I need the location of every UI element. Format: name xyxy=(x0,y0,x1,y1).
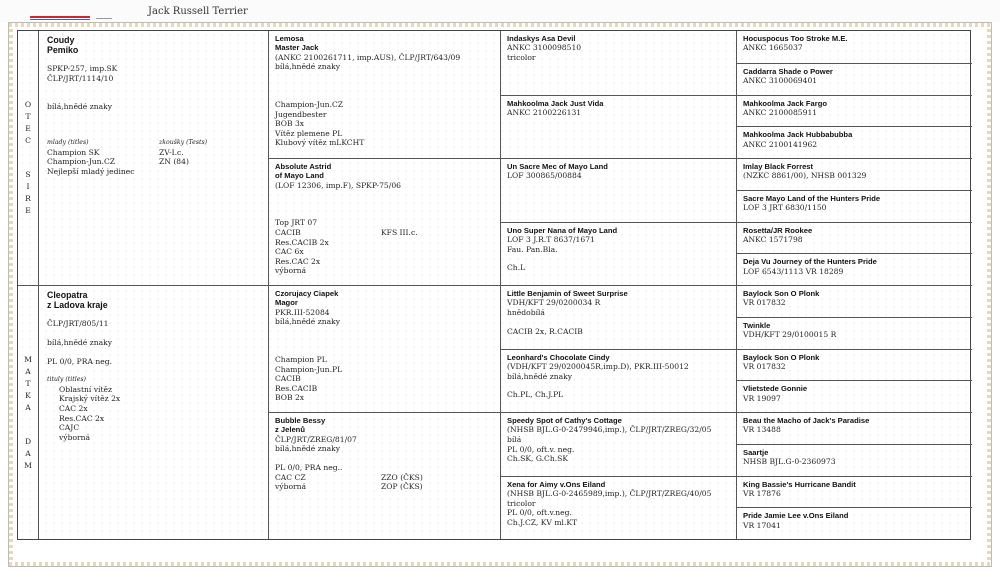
dog-reg: ANKC 3100098510 xyxy=(507,43,582,53)
dog-reg: LOF 6543/1113 VR 18289 xyxy=(743,266,844,276)
dog-reg: VDH/KFT 29/0100015 R xyxy=(743,330,837,340)
title-line: Res.CACIB 2x xyxy=(275,237,329,247)
sire-color: bílá,hnědé znaky xyxy=(47,101,113,111)
test-text: KFS III.c. xyxy=(381,228,418,237)
title-line: Res.CAC 2x xyxy=(59,413,105,423)
dog-info: Ch.PL, Ch.J.PL xyxy=(507,390,564,400)
gen4-cell xyxy=(736,253,972,285)
breed-header: Jack Russell Terrier xyxy=(148,6,248,17)
dog-color: bílá,hnědé znaky xyxy=(275,317,341,327)
dog-info: Ch.SK, G.Ch.SK xyxy=(507,454,569,464)
sire-kennel: Pemiko xyxy=(47,45,79,56)
dog-info: tricolor xyxy=(507,498,536,508)
dam-sire-cell xyxy=(268,285,500,412)
sire-name: Coudy xyxy=(47,35,75,45)
dog-name: z Jelenů xyxy=(275,425,305,435)
title-line: BOB 2x xyxy=(275,393,305,403)
dog-name: King Bassie's Hurricane Bandit xyxy=(743,479,856,489)
dog-name: Xena for Aimy v.Ons Eiland xyxy=(507,479,606,489)
dog-reg: ANKC 1665037 xyxy=(743,43,803,53)
dam-health: PL 0/0, PRA neg. xyxy=(47,356,112,366)
gen4-cell xyxy=(736,285,972,317)
dog-reg: ČLP/JRT/ZREG/81/07 xyxy=(275,434,357,444)
dog-color: bílá,hnědé znaky xyxy=(275,444,341,454)
side-letter: R xyxy=(25,194,31,203)
title-line: CAC 6x xyxy=(275,247,304,257)
gen4-cell xyxy=(736,444,972,476)
title-line: výborná xyxy=(275,266,307,276)
gen3-cell xyxy=(500,95,736,159)
dog-reg: VR 17876 xyxy=(743,488,781,498)
dam-name: Cleopatra xyxy=(47,290,88,300)
dog-reg: PKR.III-52084 xyxy=(275,307,330,317)
dog-name: Master Jack xyxy=(275,43,319,53)
title-line xyxy=(275,473,496,483)
sire-reg: SPKP-257, imp.SK xyxy=(47,64,118,74)
dam-side-label xyxy=(18,285,38,539)
dog-reg: (ANKC 2100261711, imp.AUS), ČLP/JRT/643/09 xyxy=(275,52,461,62)
title-line: Res.CAC 2x xyxy=(275,256,321,266)
dog-reg: ANKC 2100226131 xyxy=(507,107,582,117)
title-line: Champion SK xyxy=(47,147,100,157)
blue-line-decoration xyxy=(30,19,90,20)
dog-name: Hocuspocus Too Stroke M.E. xyxy=(743,34,848,43)
title-line: Oblastní vítěz xyxy=(59,384,112,394)
pedigree-table xyxy=(17,30,971,540)
title-line xyxy=(275,482,496,492)
dog-reg: VDH/KFT 29/0200034 R xyxy=(507,298,601,308)
dog-info: Fau. Pan.Bla. xyxy=(507,244,558,254)
title-line: CAJC xyxy=(59,423,80,433)
side-letter: I xyxy=(26,182,30,191)
dog-reg: (VDH/KFT 29/0200045R,imp.D), PKR.III-50012 xyxy=(507,361,689,371)
gen4-cell xyxy=(736,63,972,95)
dog-reg: (NZKC 8861/00), NHSB 001329 xyxy=(743,171,867,181)
side-letter: S xyxy=(25,170,31,179)
gen3-cell xyxy=(500,158,736,222)
dog-reg: ANKC 2100141962 xyxy=(743,139,818,149)
test-text: ZZO (ČKS) xyxy=(381,472,423,482)
sire-reg2: ČLP/JRT/1114/10 xyxy=(47,74,114,83)
gen3-cell xyxy=(500,222,736,286)
gen3-cell xyxy=(500,412,736,476)
dam-kennel: z Ladova kraje xyxy=(47,300,108,311)
side-letter: K xyxy=(25,390,31,400)
dog-reg: LOF 3 JRT 6830/1150 xyxy=(743,203,827,213)
dog-name: Saartje xyxy=(743,447,769,457)
dog-name: Mahkoolma Jack Fargo xyxy=(743,98,827,108)
dog-info: Ch.L xyxy=(507,263,526,273)
dog-reg: NHSB BJL.G-0-2360973 xyxy=(743,457,836,467)
title-text: CACIB xyxy=(275,228,301,237)
title-line xyxy=(275,228,496,238)
dog-name: Baylock Son O Plonk xyxy=(743,289,820,298)
title-line: Res.CACIB xyxy=(275,383,318,393)
side-letter: A xyxy=(25,402,31,412)
side-letter: M xyxy=(24,460,32,470)
title-line: Jugendbester xyxy=(275,109,327,119)
dog-name: Un Sacre Mec of Mayo Land xyxy=(507,162,608,171)
dog-name: Speedy Spot of Cathy's Cottage xyxy=(507,416,622,425)
title-line: Krajský vítěz 2x xyxy=(59,394,121,404)
dog-name: Rosetta/JR Rookee xyxy=(743,225,813,235)
gen3-cell xyxy=(500,476,736,540)
gen3-cell xyxy=(500,31,736,95)
dog-name: Mahkoolma Jack Hubbabubba xyxy=(743,130,853,140)
top-strip xyxy=(0,0,1000,22)
dog-name: Twinkle xyxy=(743,320,771,330)
dog-reg: LOF 3 J.R.T 8637/1671 xyxy=(507,234,595,244)
title-line: BOB 3x xyxy=(275,119,305,129)
dog-name: Indaskys Asa Devil xyxy=(507,34,576,43)
tests-header: zkoušky (Tests) xyxy=(159,139,208,147)
dog-reg: VR 19097 xyxy=(743,393,781,403)
sire-sire-cell xyxy=(268,31,500,158)
title-line: Champion-Jun.CZ xyxy=(47,157,116,167)
gen4-cell xyxy=(736,31,972,63)
dog-name: Deja Vu Journey of the Hunters Pride xyxy=(743,257,877,267)
sire-side-label xyxy=(18,31,38,285)
test-line: ZN (84) xyxy=(159,157,189,167)
title-line: Champion PL xyxy=(275,355,327,364)
dog-reg: (NHSB BJL.G-0-2465989,imp.), ČLP/JRT/ZREG/40/05 xyxy=(507,488,712,498)
dog-reg: ANKC 1571798 xyxy=(743,234,803,244)
dog-info: CACIB 2x, R.CACIB xyxy=(507,326,583,336)
titles-header: mlady (titles) xyxy=(47,139,89,147)
test-text: ZOP (ČKS) xyxy=(381,482,423,492)
title-line: výborná xyxy=(59,432,91,442)
side-letter: D xyxy=(24,436,32,446)
dog-reg: (NHSB BJL.G-0-2479946,imp.), ČLP/JRT/ZREG/32/05 xyxy=(507,425,712,435)
title-text: CAC CZ xyxy=(275,472,306,482)
side-letter: T xyxy=(25,378,31,388)
gen3-cell xyxy=(500,285,736,349)
side-letter: A xyxy=(25,448,31,458)
dam-cell xyxy=(38,285,268,539)
title-line: Champion-Jun.CZ xyxy=(275,100,344,109)
dam-reg: ČLP/JRT/805/11 xyxy=(47,319,109,329)
side-letter: M xyxy=(24,354,32,364)
gen3-cell xyxy=(500,349,736,413)
dog-name: Caddarra Shade o Power xyxy=(743,66,833,76)
gen4-cell xyxy=(736,412,972,444)
dog-reg: ANKC 2100085911 xyxy=(743,107,818,117)
dog-name: Absolute Astrid xyxy=(275,162,332,171)
title-line: CACIB xyxy=(275,374,301,384)
dog-name: of Mayo Land xyxy=(275,171,324,181)
dog-info: bílá xyxy=(507,435,522,444)
gen4-cell xyxy=(736,95,972,127)
title-line: Nejlepší mladý jedinec xyxy=(47,166,135,176)
dog-name: Bubble Bessy xyxy=(275,416,326,425)
dog-name: Mahkoolma Jack Just Vida xyxy=(507,98,604,108)
sire-dam-cell xyxy=(268,158,500,285)
grey-line-decoration xyxy=(96,18,112,19)
dog-name: Sacre Mayo Land of the Hunters Pride xyxy=(743,193,881,203)
dog-health: PL 0/0, PRA neg.. xyxy=(275,463,343,472)
dog-name: Pride Jamie Lee v.Ons Eiland xyxy=(743,511,849,521)
dog-color: bílá,hnědé znaky xyxy=(275,62,341,72)
title-line: Top JRT 07 xyxy=(275,218,318,228)
dog-reg: VR 017832 xyxy=(743,298,786,308)
dam-color: bílá,hnědé znaky xyxy=(47,338,113,347)
red-line-decoration xyxy=(30,16,90,18)
dog-name: Uno Super Nana of Mayo Land xyxy=(507,225,618,235)
title-line: CAC 2x xyxy=(59,403,88,413)
dog-info: hnědobílá xyxy=(507,308,545,317)
dog-reg: VR 017832 xyxy=(743,361,786,371)
dog-name: Lemosa xyxy=(275,34,304,43)
dog-reg: (LOF 12306, imp.F), SPKP-75/06 xyxy=(275,180,401,190)
gen4-cell xyxy=(736,126,972,158)
dog-info: tricolor xyxy=(507,53,536,62)
side-letter: A xyxy=(25,366,31,376)
dog-reg: ANKC 3100069401 xyxy=(743,76,818,86)
dam-dam-cell xyxy=(268,412,500,539)
title-line: Klubový vítěz mLKCHT xyxy=(275,138,365,148)
gen4-cell xyxy=(736,476,972,508)
gen4-cell xyxy=(736,190,972,222)
dog-reg: VR 13488 xyxy=(743,425,781,435)
gen4-cell xyxy=(736,507,972,539)
dog-name: Baylock Son O Plonk xyxy=(743,352,820,362)
test-line: ZV-I.c. xyxy=(159,147,184,157)
titles-header: tituly (titles) xyxy=(47,376,86,384)
dog-info: Ch.J.CZ, KV ml.KT xyxy=(507,517,578,527)
dog-reg: VR 17041 xyxy=(743,520,781,530)
dog-name: Little Benjamin of Sweet Surprise xyxy=(507,289,628,298)
gen4-cell xyxy=(736,158,972,190)
sire-cell xyxy=(38,31,268,285)
title-text: výborná xyxy=(275,482,307,492)
gen4-cell xyxy=(736,380,972,412)
side-letter: O xyxy=(24,100,32,109)
dog-name: Czorujacy Ciapek xyxy=(275,289,339,298)
side-letter: T xyxy=(25,112,31,121)
title-line: Champion-Jun.PL xyxy=(275,364,343,374)
side-letter: E xyxy=(25,124,31,133)
title-line: Vítěz plemene PL xyxy=(275,128,343,138)
dog-info: PL 0/0, oft.v.neg. xyxy=(507,508,572,518)
dog-name: Vlietstede Gonnie xyxy=(743,384,808,394)
dog-info: bílá,hnědé znaky xyxy=(507,371,573,381)
dog-name: Imlay Black Forrest xyxy=(743,162,814,171)
dog-reg: LOF 300865/00884 xyxy=(507,171,582,181)
dog-name: Beau the Macho of Jack's Paradise xyxy=(743,416,870,425)
dog-name: Leonhard's Chocolate Cindy xyxy=(507,352,610,362)
gen4-cell xyxy=(736,349,972,381)
gen4-cell xyxy=(736,222,972,254)
gen4-cell xyxy=(736,317,972,349)
side-letter: E xyxy=(25,206,31,215)
dog-name: Magor xyxy=(275,298,298,308)
dog-info: PL 0/0, oft.v. neg. xyxy=(507,444,575,454)
side-letter: C xyxy=(25,136,31,145)
